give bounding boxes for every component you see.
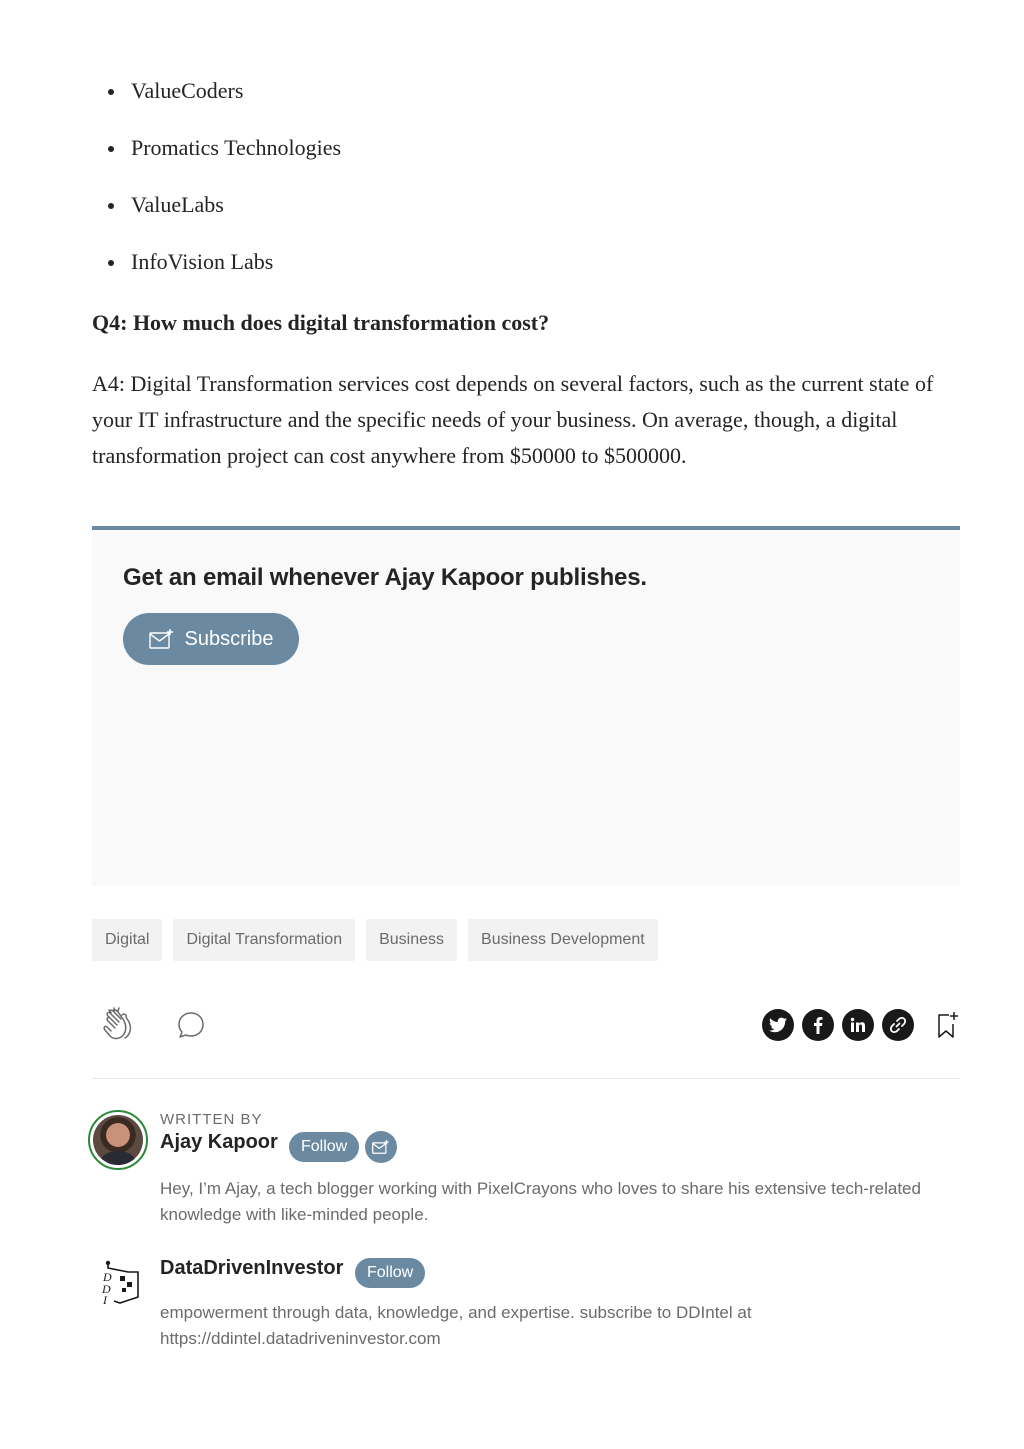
list-item: Promatics Technologies: [92, 127, 341, 184]
mail-plus-icon: [149, 628, 175, 650]
facebook-icon[interactable]: [802, 1009, 834, 1041]
link-icon[interactable]: [882, 1009, 914, 1041]
list-item: ValueLabs: [92, 184, 341, 241]
subscribe-title: Get an email whenever Ajay Kapoor publishes.: [123, 564, 647, 591]
publication-name[interactable]: DataDrivenInvestor: [160, 1257, 344, 1279]
divider: [92, 1078, 960, 1079]
tag-list: [92, 919, 658, 961]
publication-description: empowerment through data, knowledge, and expertise. subscribe to DDIntel at https://ddintel.datadriveninvestor.com: [160, 1303, 752, 1348]
clap-icon[interactable]: [102, 1007, 136, 1043]
tag-digital[interactable]: Digital: [92, 919, 162, 961]
author-bio: Hey, I’m Ajay, a tech blogger working with PixelCrayons who loves to share his extensive tech-related knowledge with like-minded people.: [160, 1179, 921, 1224]
subscribe-author-button[interactable]: [365, 1131, 397, 1163]
follow-publication-button[interactable]: Follow: [355, 1258, 425, 1288]
share-icons: [762, 1009, 960, 1041]
tag-business-development[interactable]: Business Development: [468, 919, 658, 961]
avatar: [93, 1115, 143, 1165]
twitter-icon[interactable]: [762, 1009, 794, 1041]
list-item: InfoVision Labs: [92, 241, 341, 298]
company-list: [92, 70, 341, 298]
subscribe-button[interactable]: [123, 613, 299, 665]
mail-plus-icon: [372, 1139, 390, 1155]
bookmark-add-icon[interactable]: [934, 1011, 960, 1039]
comment-icon[interactable]: [176, 1011, 206, 1041]
tag-digital-transformation[interactable]: Digital Transformation: [173, 919, 355, 961]
written-by-label: WRITTEN BY: [160, 1111, 263, 1128]
svg-text:I: I: [103, 1293, 107, 1307]
faq-answer: A4: Digital Transformation services cost depends on several factors, such as the current state of your IT infrastructure and the specific needs of your business. On average, though, a digital transformation project can cost anywhere from $50000 to $500000.: [92, 371, 934, 468]
email-subscribe-box: [92, 526, 960, 886]
tag-business[interactable]: Business: [366, 919, 457, 961]
faq-question: Q4: How much does digital transformation cost?: [92, 310, 550, 335]
subscribe-button-label: Subscribe: [184, 627, 274, 650]
author-avatar[interactable]: [88, 1110, 148, 1170]
list-item: ValueCoders: [92, 70, 341, 127]
publication-logo[interactable]: [100, 1259, 142, 1307]
follow-author-button[interactable]: Follow: [289, 1132, 359, 1162]
linkedin-icon[interactable]: [842, 1009, 874, 1041]
author-name[interactable]: Ajay Kapoor: [160, 1131, 278, 1153]
svg-text:D: D: [103, 1270, 112, 1284]
svg-text:D: D: [102, 1282, 111, 1296]
article-action-bar: [92, 1003, 960, 1049]
